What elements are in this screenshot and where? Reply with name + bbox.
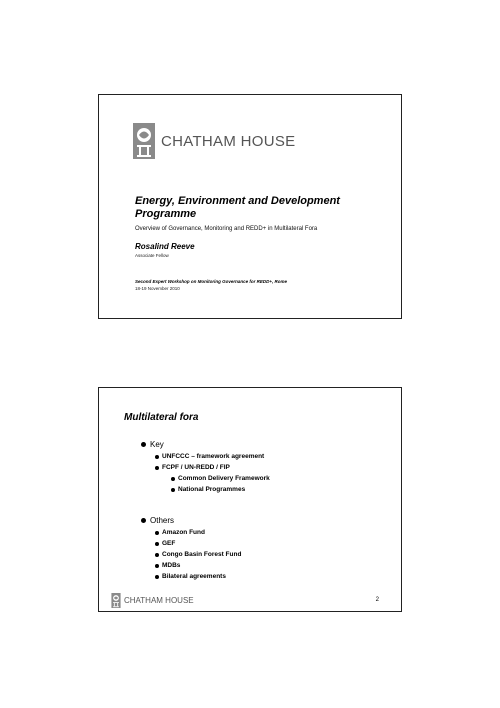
bullet-dot-icon: [155, 542, 159, 546]
bullet-dot-icon: [155, 466, 159, 470]
list-item: FCPF / UN-REDD / FIP: [155, 464, 230, 471]
logo-text: CHATHAM HOUSE: [161, 132, 296, 150]
bullet-key: Key: [141, 440, 164, 449]
bullet-dot-icon: [155, 564, 159, 568]
page-number: 2: [375, 597, 379, 603]
title-line-1: Energy, Environment and Development: [135, 195, 340, 207]
chatham-house-logo: [133, 123, 295, 159]
list-item: UNFCCC – framework agreement: [155, 453, 264, 460]
bullet-dot-icon: [155, 455, 159, 459]
chatham-house-emblem-icon: [133, 123, 155, 159]
list-item: Bilateral agreements: [155, 573, 226, 580]
list-item: MDBs: [155, 562, 180, 569]
chatham-house-emblem-icon: [111, 593, 121, 608]
event-date: 18-19 November 2010: [135, 286, 180, 291]
bullet-dot-icon: [171, 477, 175, 481]
bullet-dot-icon: [155, 575, 159, 579]
bullet-dot-icon: [141, 442, 146, 447]
bullet-dot-icon: [155, 531, 159, 535]
list-item: National Programmes: [171, 486, 245, 493]
chatham-house-logo: [111, 593, 194, 608]
list-item: Congo Basin Forest Fund: [155, 551, 241, 558]
author-role: Associate Fellow: [135, 253, 169, 258]
slide-title: Multilateral fora: [124, 412, 199, 423]
author-name: Rosalind Reeve: [135, 242, 195, 251]
bullet-dot-icon: [141, 518, 146, 523]
list-item: Amazon Fund: [155, 529, 205, 536]
slide-title: [135, 195, 385, 221]
title-line-2: Programme: [135, 208, 197, 220]
bullet-dot-icon: [171, 488, 175, 492]
event-name: Second Expert Workshop on Monitoring Governance for REDD+, Rome: [135, 279, 288, 284]
logo-text: CHATHAM HOUSE: [124, 596, 194, 605]
list-item: GEF: [155, 540, 175, 547]
bullet-others: Others: [141, 516, 174, 525]
content-slide: [98, 387, 402, 612]
bullet-dot-icon: [155, 553, 159, 557]
slide-subtitle: Overview of Governance, Monitoring and REDD+ in Multilateral Fora: [135, 226, 318, 232]
list-item: Common Delivery Framework: [171, 475, 270, 482]
title-slide: [98, 94, 402, 319]
